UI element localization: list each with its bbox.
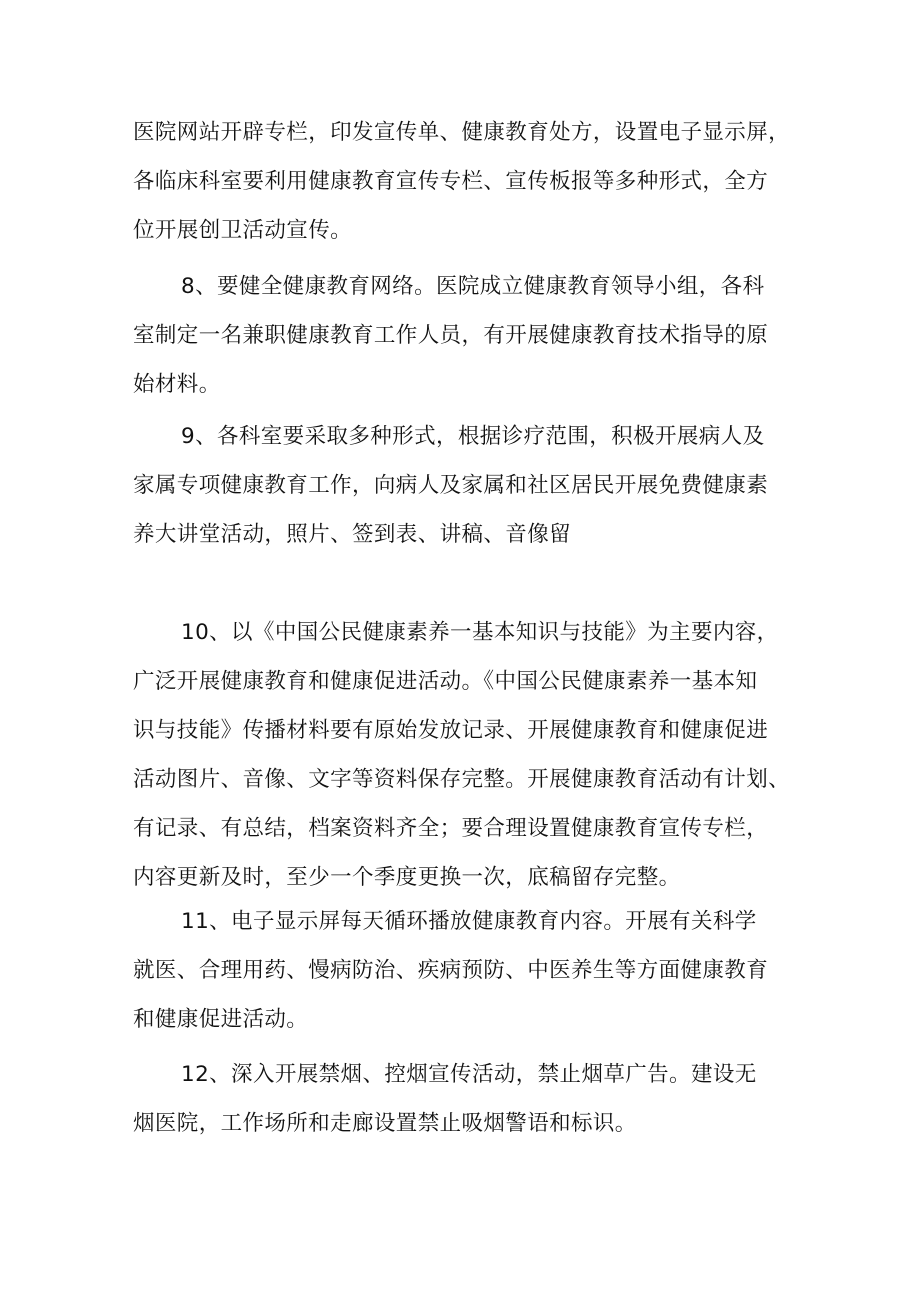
- paragraph-item-12: [133, 1050, 813, 1148]
- paragraph-line: 和健康促进活动。: [133, 1007, 309, 1032]
- paragraph-line: 就医、合理用药、慢病防治、疾病预防、中医养生等方面健康教育: [133, 958, 769, 983]
- paragraph-item-11: [133, 897, 813, 1044]
- paragraph-line: 始材料。: [133, 372, 221, 397]
- paragraph-line: 活动图片、音像、文字等资料保存完整。开展健康教育活动有计划、: [133, 767, 791, 792]
- paragraph-line: 家属专项健康教育工作，向病人及家属和社区居民开展免费健康素: [133, 473, 769, 498]
- paragraph-line: 10、以《中国公民健康素养一基本知识与技能》为主要内容，: [181, 620, 779, 645]
- paragraph-item-10: [133, 608, 813, 902]
- paragraph-line: 有记录、有总结，档案资料齐全；要合理设置健康教育宣传专栏，: [133, 816, 769, 841]
- paragraph-line: 位开展创卫活动宣传。: [133, 218, 353, 243]
- paragraph-line: 养大讲堂活动，照片、签到表、讲稿、音像留: [133, 522, 572, 547]
- paragraph-line: 各临床科室要利用健康教育宣传专栏、宣传板报等多种形式，全方: [133, 169, 769, 194]
- paragraph-promotion-channels: [133, 108, 813, 255]
- paragraph-line: 12、深入开展禁烟、控烟宣传活动，禁止烟草广告。建设无: [181, 1062, 757, 1087]
- paragraph-line: 9、各科室要采取多种形式，根据诊疗范围，积极开展病人及: [181, 424, 765, 449]
- paragraph-line: 室制定一名兼职健康教育工作人员，有开展健康教育技术指导的原: [133, 323, 769, 348]
- paragraph-item-8: [133, 262, 813, 409]
- paragraph-line: 识与技能》传播材料要有原始发放记录、开展健康教育和健康促进: [133, 718, 769, 743]
- paragraph-line: 医院网站开辟专栏，印发宣传单、健康教育处方，设置电子显示屏，: [133, 120, 791, 145]
- paragraph-line: 内容更新及时，至少一个季度更换一次，底稿留存完整。: [133, 865, 681, 890]
- paragraph-line: 11、电子显示屏每天循环播放健康教育内容。开展有关科学: [181, 909, 757, 934]
- paragraph-item-9: [133, 412, 813, 559]
- paragraph-line: 烟医院，工作场所和走廊设置禁止吸烟警语和标识。: [133, 1111, 637, 1136]
- paragraph-line: 8、要健全健康教育网络。医院成立健康教育领导小组，各科: [181, 274, 765, 299]
- paragraph-line: 广泛开展健康教育和健康促进活动。《中国公民健康素养一基本知: [133, 669, 758, 694]
